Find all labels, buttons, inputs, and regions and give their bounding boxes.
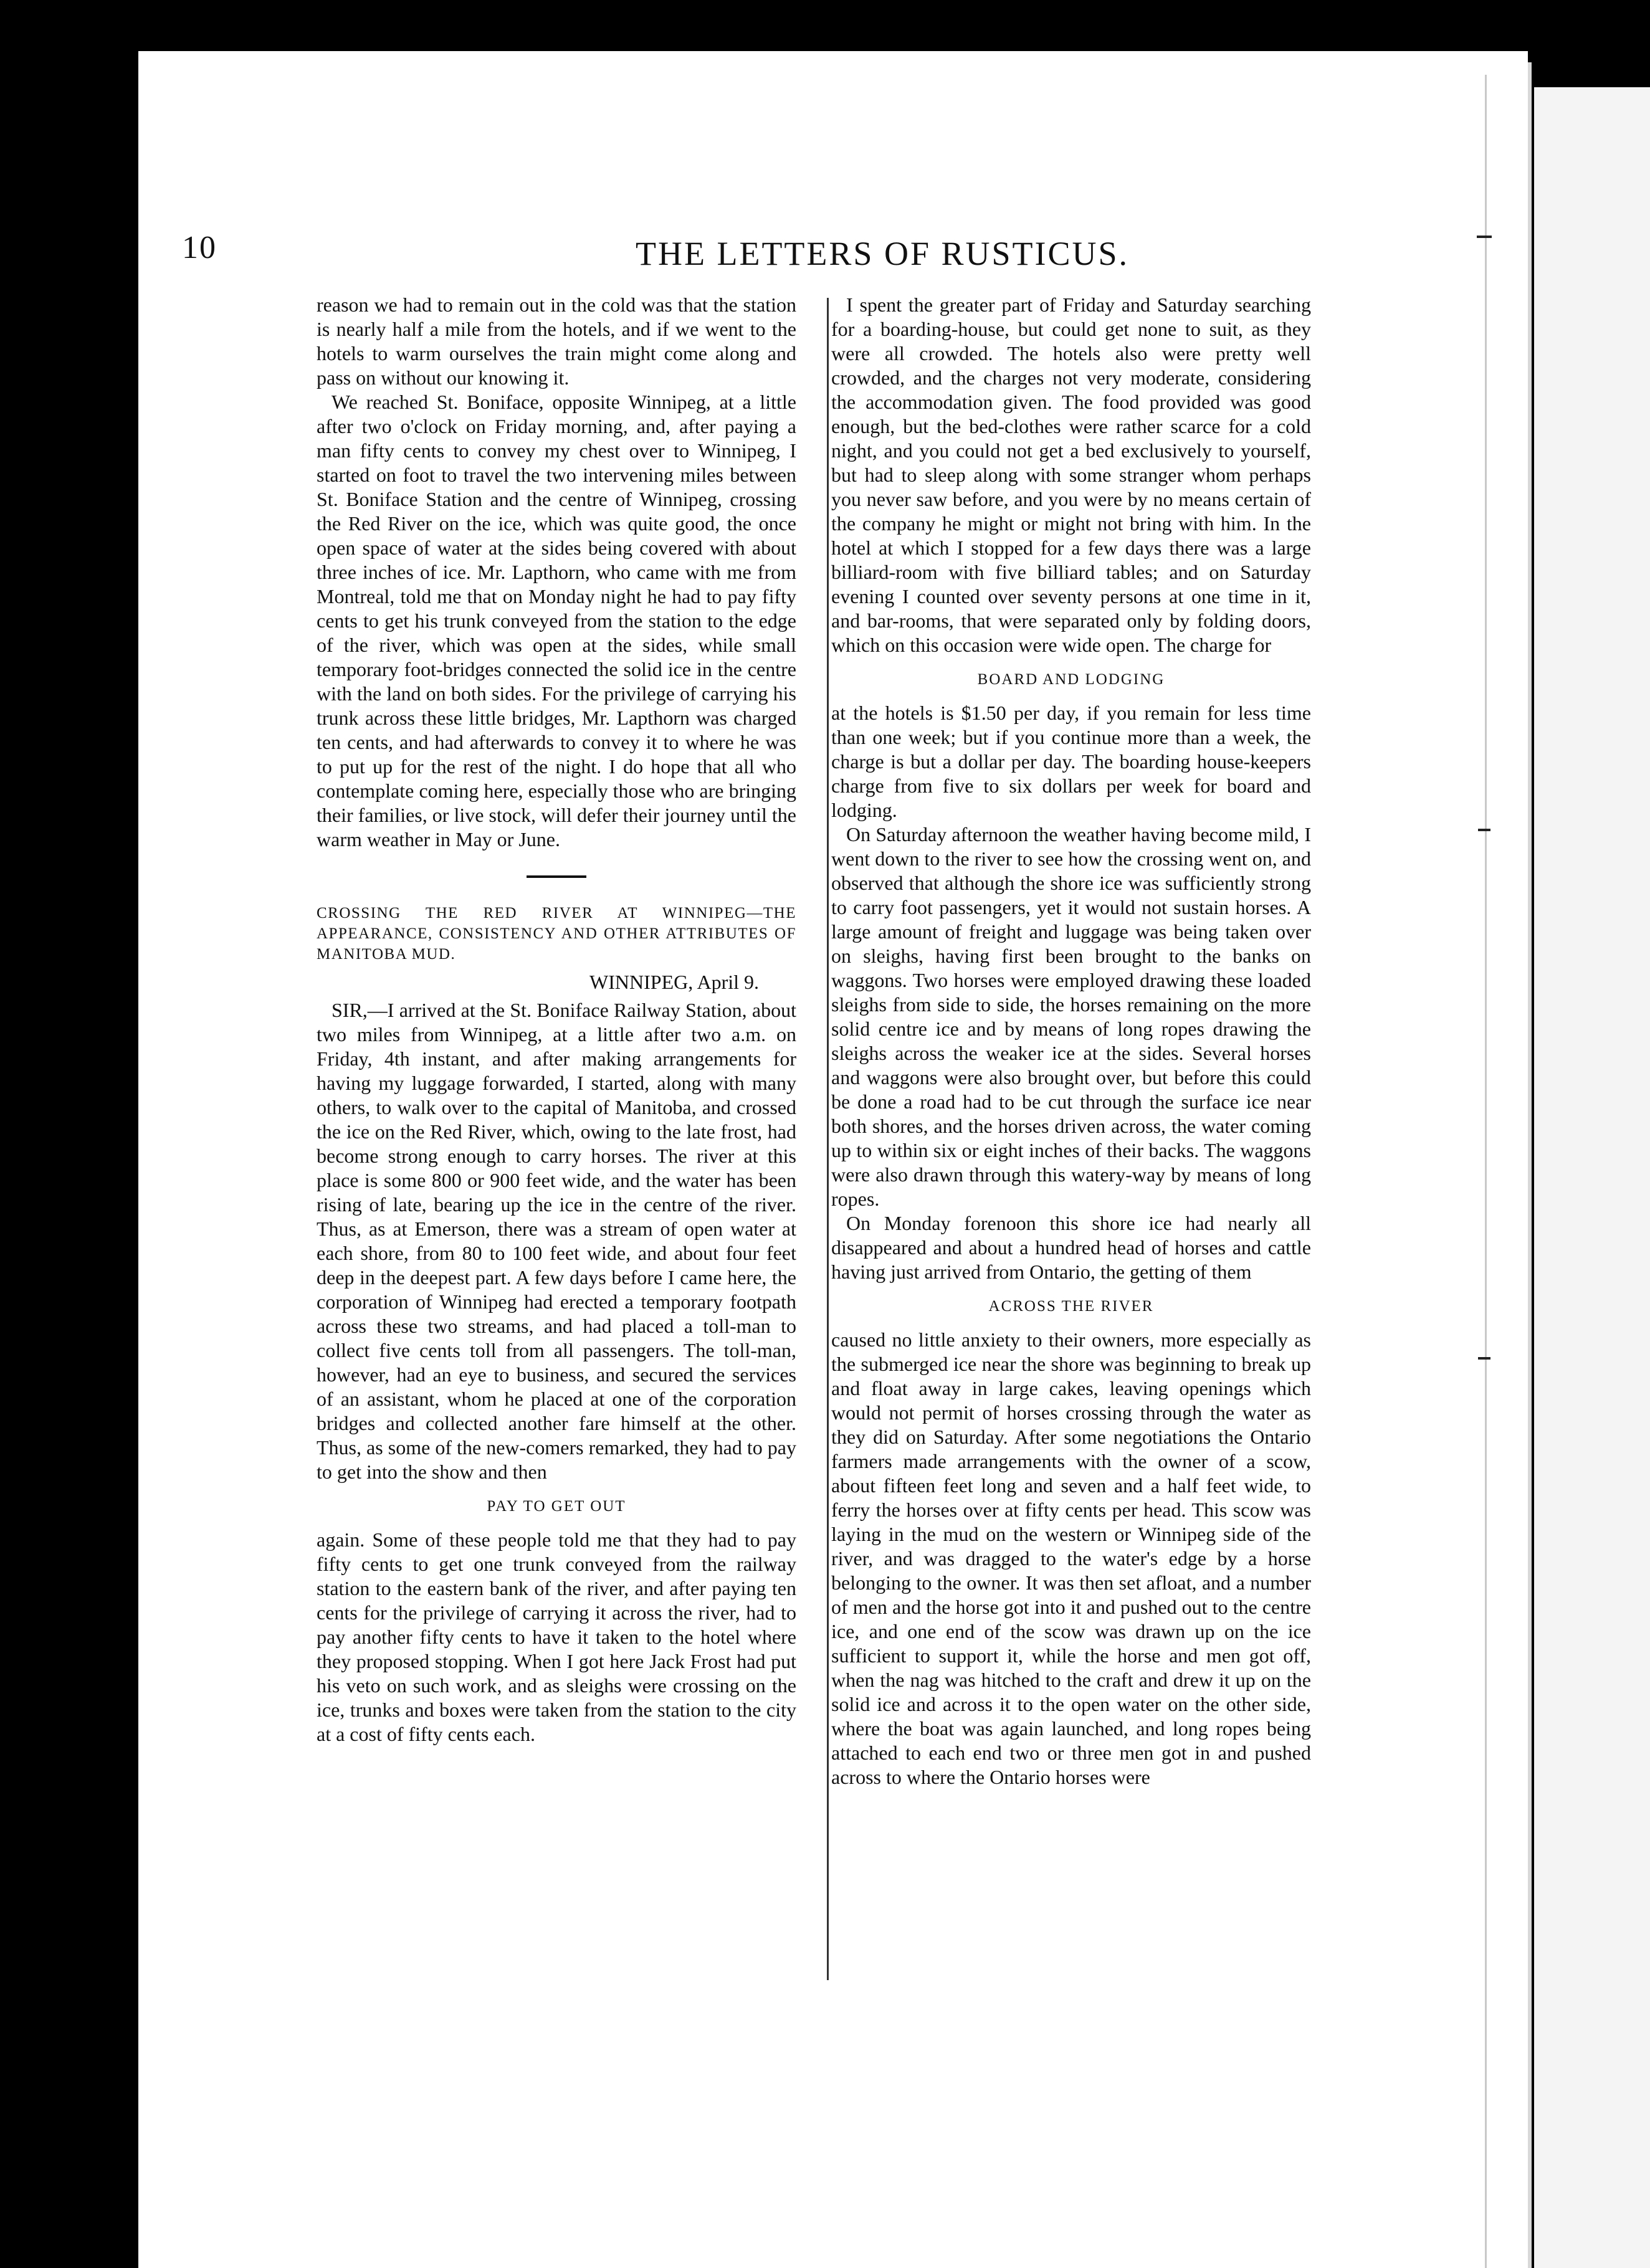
subheading: ACROSS THE RIVER xyxy=(988,1298,1154,1315)
subheading: PAY TO GET OUT xyxy=(487,1498,626,1515)
section-divider xyxy=(527,875,586,878)
paragraph: caused no little anxiety to their owners, more especially as the submerged ice near the shore was beginning to break up and float away in large cakes, leaving openings which would not permit of horses crossing through the water as they did on Saturday. After some negotiations the Ontario farmers made arrangements with the owner of a scow, about fifteen feet long and seven and a half feet wide, to ferry the horses over at fifty cents per head. This scow was laying in the mud on the western or Winnipeg side of the river, and was dragged to the water's edge by a horse belonging to the owner. It was then set afloat, and a number of men and the horse got into it and pushed out to the centre ice, and one end of the scow was drawn up on the ice sufficient to support it, while the horse and men got off, when the nag was hitched to the craft and drew it up on the solid ice and across it to the open water on the other side, where the boat was again launched, and long ropes being attached to each end two or three men got in and pushed across to where the Ontario horses were xyxy=(831,1328,1311,1788)
paragraph: On Monday forenoon this shore ice had nearly all disappeared and about a hundred head of horses and cattle having just arrived from Ontario, the getting of them xyxy=(831,1212,1311,1283)
margin-tick xyxy=(1478,829,1490,831)
page-fold-line xyxy=(1485,75,1487,2268)
page-edge xyxy=(1528,62,1532,2268)
page-number: 10 xyxy=(182,230,217,265)
paragraph: reason we had to remain out in the cold was that the station is nearly half a mile from the hotels, and if we went to the hotels to warm ourselves the train might come along and pass on without our knowing it. xyxy=(317,293,796,389)
article-heading: CROSSING THE RED RIVER AT WINNIPEG—THE APPEARANCE, CONSISTENCY AND OTHER ATTRIBUTES OF MANITOBA MUD. xyxy=(317,905,796,963)
paragraph: SIR,—I arrived at the St. Boniface Railway Station, about two miles from Winnipeg, at a little after two a.m. on Friday, 4th instant, and after making arrangements for having my luggage forwarded, I started, along with many others, to walk over to the capital of Manitoba, and crossed the ice on the Red River, which, owing to the late frost, had become strong enough to carry horses. The river at this place is some 800 or 900 feet wide, and the water has been rising of late, bearing up the ice in the centre of the river. Thus, as at Emerson, there was a stream of open water at each shore, from 80 to 100 feet wide, and about four feet deep in the deepest part. A few days before I came here, the corporation of Winnipeg had erected a temporary footpath across these two streams, and had placed a toll-man to collect five cents toll from all passengers. The toll-man, however, had an eye to business, and secured the services of an assistant, whom he placed at one of the corporation bridges and collected another fare himself at the other. Thus, as some of the new-comers remarked, they had to pay to get into the show and then xyxy=(317,999,796,1483)
paragraph: We reached St. Boniface, opposite Winnipeg, at a little after two o'clock on Friday morning, and, after paying a man fifty cents to convey my chest over to Winnipeg, I started on foot to travel the two intervening miles between St. Boniface Station and the centre of Winnipeg, crossing the Red River on the ice, which was quite good, the once open space of water at the sides being covered with about three inches of ice. Mr. Lapthorn, who came with me from Montreal, told me that on Monday night he had to pay fifty cents to get his trunk conveyed from the station to the edge of the river, which was open at the sides, while small temporary foot-bridges connected the solid ice in the centre with the land on both sides. For the privilege of carrying his trunk across these little bridges, Mr. Lapthorn was charged ten cents, and had afterwards to convey it to where he was to put up for the rest of the night. I do hope that all who contemplate coming here, especially those who are bringing their families, or live stock, will defer their journey until the warm weather in May or June. xyxy=(317,391,796,850)
paragraph: again. Some of these people told me that they had to pay fifty cents to get one trunk conveyed from the railway station to the eastern bank of the river, and after paying ten cents for the privilege of carrying it across the river, had to pay another fifty cents to have it taken to the hotel where they proposed stopping. When I got here Jack Frost had put his veto on such work, and as sleighs were crossing on the ice, trunks and boxes were taken from the station to the city at a cost of fifty cents each. xyxy=(317,1528,796,1745)
paragraph: at the hotels is $1.50 per day, if you remain for less time than one week; but if you continue more than a week, the charge is but a dollar per day. The boarding house-keepers charge from five to six dollars per week for board and lodging. xyxy=(831,702,1311,821)
margin-tick xyxy=(1478,1357,1490,1360)
paragraph: On Saturday afternoon the weather having become mild, I went down to the river to see how the crossing went on, and observed that although the shore ice was sufficiently strong to carry foot passengers, yet it would not sustain horses. A large amount of freight and luggage was being taken over on sleighs, having first been brought to the banks on waggons. Two horses were employed drawing these loaded sleighs from side to side, the horses remaining on the more solid centre ice and by means of long ropes drawing the sleighs across the weaker ice at the sides. Several horses and waggons were also brought over, but before this could be done a road had to be cut through the surface ice near both shores, and the horses driven across, the water coming up to within six or eight inches of their backs. The waggons were also drawn through this watery-way by means of long ropes. xyxy=(831,823,1311,1210)
running-title: THE LETTERS OF RUSTICUS. xyxy=(636,235,1130,272)
left-column xyxy=(317,293,796,1746)
next-page-strip xyxy=(1534,87,1650,2268)
margin-tick xyxy=(1477,236,1492,238)
right-column xyxy=(831,293,1311,1789)
subheading: BOARD AND LODGING xyxy=(977,671,1165,688)
column-rule xyxy=(827,298,829,1980)
paragraph: I spent the greater part of Friday and Saturday searching for a boarding-house, but could get none to suit, as they were all crowded. The hotels also were pretty well crowded, and the charges not very moderate, considering the accommodation given. The food provided was good enough, but the bed-clothes were rather scarce for a cold night, and you could not get a bed exclusively to yourself, but had to sleep along with some stranger whom perhaps you never saw before, and you were by no means certain of the company he might or might not bring with him. In the hotel at which I stopped for a few days there was a large billiard-room with five billiard tables; and on Saturday evening I counted over seventy persons at one time in it, and bar-rooms, that were separated only by folding doors, which on this occasion were wide open. The charge for xyxy=(831,293,1311,656)
dateline: WINNIPEG, April 9. xyxy=(589,971,759,993)
